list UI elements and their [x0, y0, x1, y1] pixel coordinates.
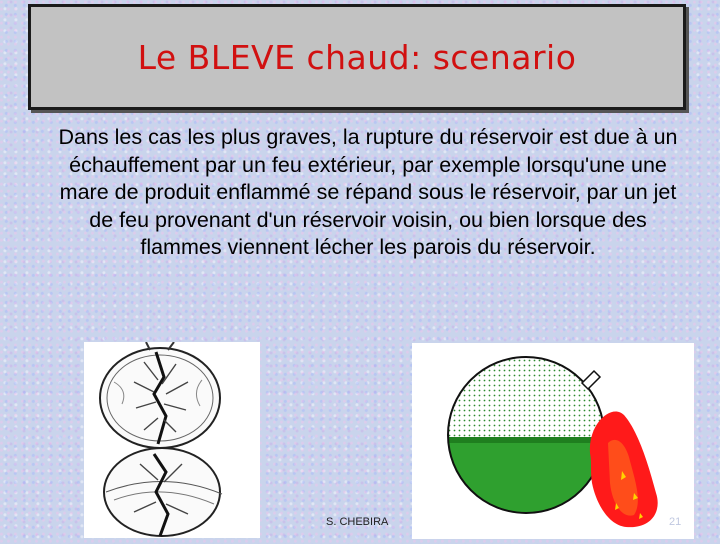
heated-tank-image [412, 343, 694, 539]
rupture-drawing-image [84, 342, 260, 538]
heated-tank-icon [412, 343, 694, 539]
title-box [28, 4, 686, 110]
footer-author: S. CHEBIRA [326, 516, 389, 528]
slide-body-text: Dans les cas les plus graves, la rupture du réservoir est due à un échauffement par un feu extérieur, par exemple lorsqu'une une mare de produit enflammé se répand sous le réservoir, par un jet de feu provenant d'un réservoir voisin, ou bien lorsque des flammes viennent lécher les parois du réservoir. [58, 125, 678, 259]
slide-title: Le BLEVE chaud: scenario [137, 37, 577, 77]
rupture-drawing-icon [84, 342, 260, 538]
slide-number: 21 [669, 516, 682, 528]
